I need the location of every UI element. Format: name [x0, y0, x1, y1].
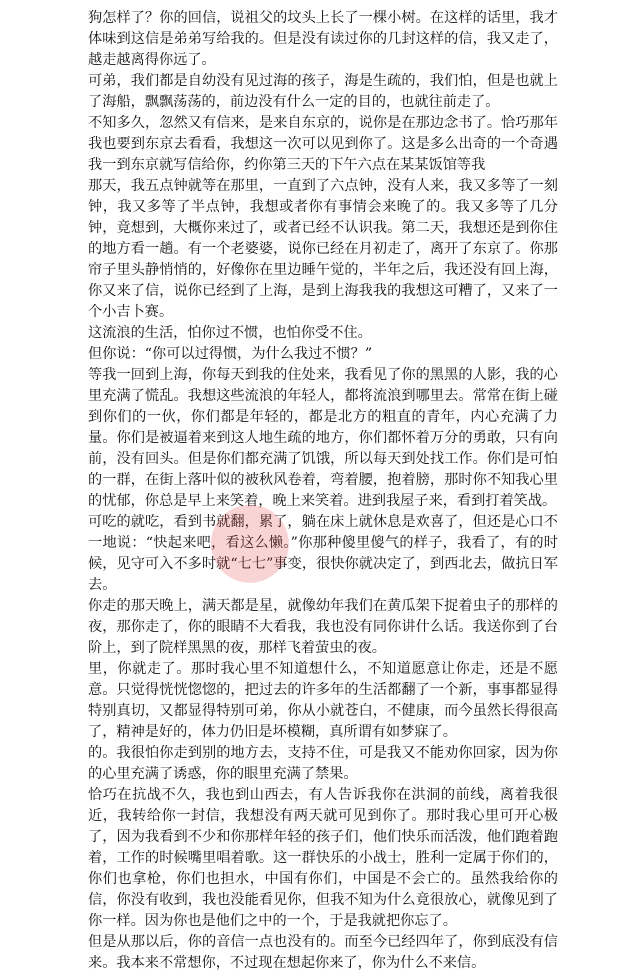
- paragraph: 狗怎样了？你的回信，说祖父的坟头上长了一棵小树。在这样的话里，我才体味到这信是弟弟写给我的。但是没有读过你的几封这样的信，我又走了，越走越离得你远了。: [88, 10, 558, 68]
- paragraph: 可弟，我们都是自幼没有见过海的孩子，海是生疏的，我们怕，但是也就上了海船，飘飘荡荡的，前边没有什么一定的目的，也就往前走了。: [88, 73, 558, 110]
- paragraph: 但你说：“你可以过得惯，为什么我过不惯？”: [88, 346, 373, 362]
- paragraph: 可吃的就吃，看到书就翻，累了，躺在床上就休息是欢喜了，但还是心口不一地说：“快起来吧，看这么懒。”你那种傻里傻气的样子，我看了，有的时候，见守可入不多时就“七七”事变，很快你就决定了，到西北去，做抗日军去。: [88, 514, 558, 593]
- paragraph: 这流浪的生活，怕你过不惯，也怕你受不住。: [88, 325, 372, 341]
- paragraph: 里，你就走了。那时我心里不知道想什么，不知道愿意让你走，还是不愿意。只觉得恍恍惚惚的，把过去的许多年的生活都翻了一个新，事事都显得特别真切，又都显得特别可弟，你从小就苍白，不健康，而今虽然长得很高了，精神是好的，体力仍旧是坏模糊，真所谓有如梦寐了。: [88, 661, 558, 740]
- paragraph: 你走的那天晚上，满天都是星，就像幼年我们在黄瓜架下捉着虫子的那样的夜，那你走了，你的眼睛不大看我，我也没有同你讲什么话。我送你到了台阶上，到了院样黑黑的夜，那样飞着萤虫的夜。: [88, 598, 558, 656]
- paragraph: 恰巧在抗战不久，我也到山西去，有人告诉我你在洪洞的前线，离着我很近，我转给你一封信，我想没有两天就可见到你了。那时我心里可开心极了，因为我看到不少和你那样年轻的孩子们，他们快乐而活泼，他们跑着跑着，工作的时候嘴里唱着歌。这一群快乐的小战士，胜利一定属于你们的，你们也拿枪，你们也担水，中国有你们，中国是不会亡的。虽然我给你的信，你没有收到，我也没能看见你，但我不知为什么竟很放心，就像见到了你一样。因为你也是他们之中的一个，于是我就把你忘了。: [88, 787, 558, 929]
- paragraph: 但是从那以后，你的音信一点也没有的。而至今已经四年了，你到底没有信来。我本来不常想你，不过现在想起你来了，你为什么不来信。: [88, 934, 558, 971]
- paragraph: 不知多久，忽然又有信来，是来自东京的，说你是在那边念书了。恰巧那年我也要到东京去看看，我想这一次可以见到你了。这是多么出奇的一个奇遇 我一到东京就写信给你，约你第三天的下午六点在某某饭馆等我: [88, 115, 573, 173]
- paragraph: 的。我很怕你走到别的地方去，支持不住，可是我又不能劝你回家，因为你的心里充满了诱惑，你的眼里充满了禁果。: [88, 745, 558, 782]
- paragraph: 那天，我五点钟就等在那里，一直到了六点钟，没有人来，我又多等了一刻钟，我又多等了半点钟，我想或者你有事情会来晚了的。我又多等了几分钟，竟想到，大概你来过了，或者已经不认识我。第二天，我想还是到你住的地方看一趟。有一个老婆婆，说你已经在月初走了，离开了东京了。你那帘子里头静悄悄的，好像你在里边睡午觉的，半年之后，我还没有回上海，你又来了信，说你已经到了上海，是到上海我我的我想这可糟了，又来了一个小吉卜赛。: [88, 178, 558, 320]
- paragraph: 等我一回到上海，你每天到我的住处来，我看见了你的黑黑的人影，我的心里充满了慌乱。我想这些流浪的年轻人，都将流浪到哪里去。常常在街上碰到你们的一伙，你们都是年轻的，都是北方的粗直的青年，内心充满了力量。你们是被逼着来到这人地生疏的地方，你们都怀着万分的勇敢，只有向前，没有回头。但是你们都充满了饥饿，所以每天到处找工作。你们是可怕的一群，在街上落叶似的被秋风卷着，弯着腰，抱着膀，那时你不知我心里的忧郁，你总是早上来笑着，晚上来笑着。进到我屋子来，看到打着笑战。: [88, 367, 558, 509]
- document-body: [88, 8, 573, 974]
